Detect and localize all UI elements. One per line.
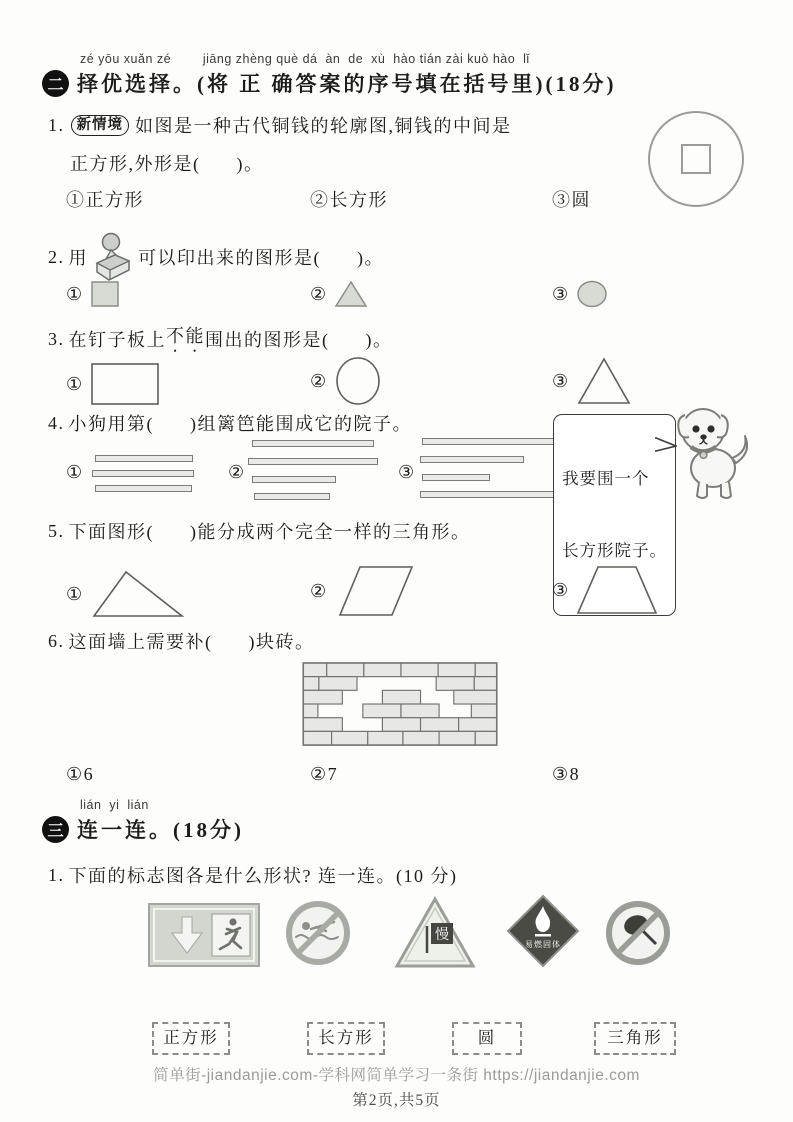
q1-option-3: ③圆	[552, 190, 591, 210]
ancient-coin-figure	[645, 108, 747, 210]
flammable-text: 易燃固体	[525, 940, 561, 949]
square-shape	[90, 280, 120, 308]
q6-option-1: ①6	[66, 764, 95, 784]
section-three-pinyin: lián yi lián	[80, 798, 149, 812]
puppy-illustration	[668, 402, 748, 506]
circle-outline-shape	[334, 356, 382, 406]
section-three-header	[42, 814, 244, 844]
triangle-shape	[334, 280, 368, 308]
q3-option-3: ③	[552, 356, 632, 406]
footer-watermark: 简单街-jiandanjie.com-学科网简单学习一条街 https://jiandanjie.com	[153, 1067, 640, 1084]
footer-page-number: 第2页,共5页	[352, 1092, 441, 1109]
q2-number: 2.	[48, 246, 65, 267]
q1-line2: 正方形,外形是( )。	[70, 154, 264, 174]
q6-number: 6.	[48, 630, 65, 651]
brick-wall-figure	[302, 662, 498, 748]
section-two-header	[42, 68, 616, 98]
label-rectangle: 长方形	[307, 1022, 385, 1055]
q1-option-1: ①正方形	[66, 190, 144, 210]
q1-text1: 如图是一种古代铜钱的轮廓图,铜钱的中间是	[135, 116, 512, 136]
label-square: 正方形	[152, 1022, 230, 1055]
q5-option-2: ②	[310, 564, 416, 618]
q4-text: 小狗用第( )组篱笆能围成它的院子。	[68, 414, 412, 434]
q3-option-2: ②	[310, 356, 382, 406]
q4-option-3-label: ③	[398, 462, 416, 482]
triangle-figure	[90, 568, 186, 620]
q3-text-pre: 在钉子板上	[68, 330, 166, 350]
q4-option-2-label: ②	[228, 462, 246, 482]
q1-line1	[48, 112, 512, 138]
section-two-number-badge: 二	[42, 70, 69, 97]
q3-line	[48, 322, 393, 356]
triangle-outline-shape	[576, 356, 632, 406]
no-firecracker-sign	[603, 898, 673, 968]
trapezoid-figure	[576, 564, 660, 616]
section-two-pinyin: zé yōu xuǎn zé jiāng zhèng què dá àn de xù hào tián zài kuò hào lǐ	[80, 52, 530, 66]
q2-text-pre: 用	[68, 248, 88, 268]
q6-line	[48, 628, 315, 654]
slow-character: 慢	[435, 928, 449, 943]
q2-text-post: 可以印出来的图形是( )。	[138, 248, 384, 268]
q4-number: 4.	[48, 412, 65, 433]
section-three-title: 连一连。(18分)	[77, 818, 244, 842]
q2-option-3: ③	[552, 280, 608, 308]
slow-warning-sign	[394, 896, 476, 970]
q5-text: 下面图形( )能分成两个完全一样的三角形。	[68, 522, 471, 542]
q2-option-1: ①	[66, 280, 120, 308]
bubble-line1: 我要围一个	[562, 469, 650, 488]
q3-option-1: ①	[66, 362, 160, 406]
section-two-title: 择优选择。(将 正 确答案的序号填在括号里)(18分)	[77, 72, 617, 96]
q6-option-2: ②7	[310, 764, 339, 784]
s3-q1-line	[48, 862, 457, 888]
q3-text-post: 围出的图形是( )。	[205, 330, 393, 350]
bubble-line2: 长方形院子。	[562, 541, 667, 560]
no-swimming-sign	[283, 898, 353, 968]
q3-text-emphasis: 不能	[166, 326, 205, 346]
q1-number: 1.	[48, 114, 65, 135]
q1-new-context-badge: 新情境	[71, 115, 130, 136]
q5-option-1: ①	[66, 568, 186, 620]
s3-q1-text: 下面的标志图各是什么形状? 连一连。(10 分)	[68, 866, 458, 886]
parallelogram-figure	[334, 564, 416, 618]
q4-option-1-label: ①	[66, 462, 84, 482]
exit-sign	[148, 903, 260, 967]
q2-line	[48, 232, 384, 282]
q6-text: 这面墙上需要补( )块砖。	[68, 632, 315, 652]
q2-option-2: ②	[310, 280, 368, 308]
label-triangle: 三角形	[594, 1022, 676, 1055]
circle-shape	[576, 280, 608, 308]
label-circle: 圆	[452, 1022, 522, 1055]
q5-number: 5.	[48, 520, 65, 541]
q6-option-3: ③8	[552, 764, 581, 784]
q5-line	[48, 518, 471, 544]
section-three-number-badge: 三	[42, 816, 69, 843]
q3-number: 3.	[48, 328, 65, 349]
s3-q1-number: 1.	[48, 864, 65, 885]
rectangle-outline-shape	[90, 362, 160, 406]
q4-line	[48, 410, 412, 436]
stamp-icon	[92, 232, 134, 282]
flammable-solid-sign	[505, 893, 581, 969]
q5-option-3: ③	[552, 564, 660, 616]
q1-option-2: ②长方形	[310, 190, 388, 210]
